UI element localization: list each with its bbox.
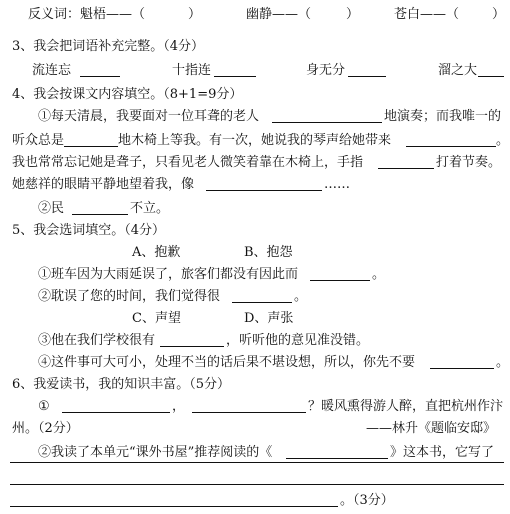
q4-p3-text-a: 我也常常忘记她是聋子，只看见老人微笑着靠在木椅上，手指 [12,155,364,170]
q6-line-3 [0,442,510,464]
q4-p2-text-b: 地木椅上等我。有一次，她说我的琴声给她带来 [118,133,392,148]
q6-blank-3[interactable] [286,458,388,459]
q4-p5-text-b: 不立。 [130,201,170,216]
q6-l2-attribution: ——林升《题临安邸》 [366,421,497,436]
antonym-word-3: 苍白——（ [394,7,460,22]
antonym-label: 反义词： [28,7,81,22]
q5-option-d: D、声张 [244,311,294,326]
q5-options-ab [0,242,510,264]
q5-option-c: C、声望 [132,311,181,326]
q5-option-a: A、抱歉 [132,245,181,260]
q4-para-line-4 [0,174,510,196]
q3-heading-line [0,36,510,58]
q5-heading: 5、我会选词填空。（4分） [12,223,166,238]
antonym-row [0,4,510,26]
q6-line-final [0,490,510,512]
q3-word-3: 身无分 [306,63,346,78]
q3-blank-2[interactable] [214,76,256,77]
antonym-word-1: 魁梧——（ [80,7,146,22]
q5-s3-text-a: ③他在我们学校很有 [38,333,156,348]
q4-p1-text-b: 地演奏；而我唯一的 [384,109,502,124]
q4-p4-text-a: 她慈祥的眼睛平静地望着我，像 [12,177,195,192]
q5-blank-3[interactable] [160,346,224,347]
q3-blank-1[interactable] [80,76,120,77]
q3-word-2: 十指连 [172,63,212,78]
q3-blank-3[interactable] [348,76,386,77]
q5-blank-2[interactable] [232,302,292,303]
q5-options-cd [0,308,510,330]
q4-blank-5[interactable] [206,190,322,191]
q4-heading-line [0,84,510,106]
antonym-close-3: ） [492,7,506,22]
q6-l3-text-a: ②我读了本单元“课外书屋”推荐阅读的《 [38,445,273,460]
q6-answer-line-1[interactable] [10,462,504,463]
q6-answer-line-2[interactable] [10,484,504,485]
q4-p5-text-a: ②民 [38,201,65,216]
q5-sentence-2 [0,286,510,308]
q5-s1-text-a: ①班车因为大雨延误了，旅客们都没有因此而 [38,267,299,282]
q6-heading: 6、我爱读书，我的知识丰富。（5分） [12,377,231,392]
q4-para-line-3 [0,152,510,174]
q5-blank-1[interactable] [310,280,370,281]
q4-para-line-2 [0,130,510,152]
q4-para-line-5 [0,198,510,220]
q4-blank-6[interactable] [72,214,128,215]
q6-l3-text-b: 》这本书，它写了 [390,445,495,460]
q4-p4-text-b: …… [324,177,350,192]
q6-end-score: 。（3分） [340,493,394,508]
antonym-close-2: ） [346,7,360,22]
q5-s4-text-a: ④这件事可大可小，处理不当的话后果不堪设想，所以，你先不要 [38,355,416,370]
q5-s2-text-a: ②耽误了您的时间，我们觉得很 [38,289,221,304]
q6-line-1 [0,396,510,418]
q5-heading-line [0,220,510,242]
antonym-word-2: 幽静——（ [246,7,312,22]
q3-heading: 3、我会把词语补充完整。（4分） [12,39,205,54]
q6-l2-text-a: 州。（2分） [12,421,79,436]
q3-blank-4[interactable] [478,76,504,77]
q6-l1-text-b: ， [172,399,186,414]
q4-blank-1[interactable] [272,122,382,123]
q4-para-line-1 [0,106,510,128]
q4-p3-text-b: 打着节奏。 [436,155,502,170]
q6-blank-2[interactable] [192,412,306,413]
q5-sentence-1 [0,264,510,286]
q5-s2-text-b: 。 [294,289,308,304]
q4-heading: 4、我会按课文内容填空。（8+1=9分） [12,87,243,102]
q4-blank-4[interactable] [378,168,434,169]
q4-blank-2[interactable] [64,146,118,147]
q6-heading-line [0,374,510,396]
q5-s4-text-b: 。 [496,355,510,370]
q3-word-4: 溜之大 [438,63,478,78]
q3-words-line [0,60,510,82]
q4-blank-3[interactable] [406,146,496,147]
q6-line-2 [0,418,510,440]
q5-s3-text-b: ，听听他的意见准没错。 [226,333,370,348]
q6-l1-text-a: ① [38,399,50,414]
q5-sentence-4 [0,352,510,374]
q6-l1-text-c: ？暖风熏得游人醉，直把杭州作汴 [308,399,504,414]
q4-p2-text-a: 听众总是 [12,133,65,148]
q5-sentence-3 [0,330,510,352]
q6-blank-1[interactable] [62,412,170,413]
antonym-close-1: ） [188,7,202,22]
q6-answer-line-3[interactable] [10,506,338,507]
q3-word-1: 流连忘 [32,63,72,78]
q4-p2-text-c: 。 [496,133,510,148]
q4-p1-text-a: ①每天清晨，我要面对一位耳聋的老人 [38,109,260,124]
q5-option-b: B、抱怨 [244,245,293,260]
q5-blank-4[interactable] [430,368,494,369]
q5-s1-text-b: 。 [372,267,386,282]
